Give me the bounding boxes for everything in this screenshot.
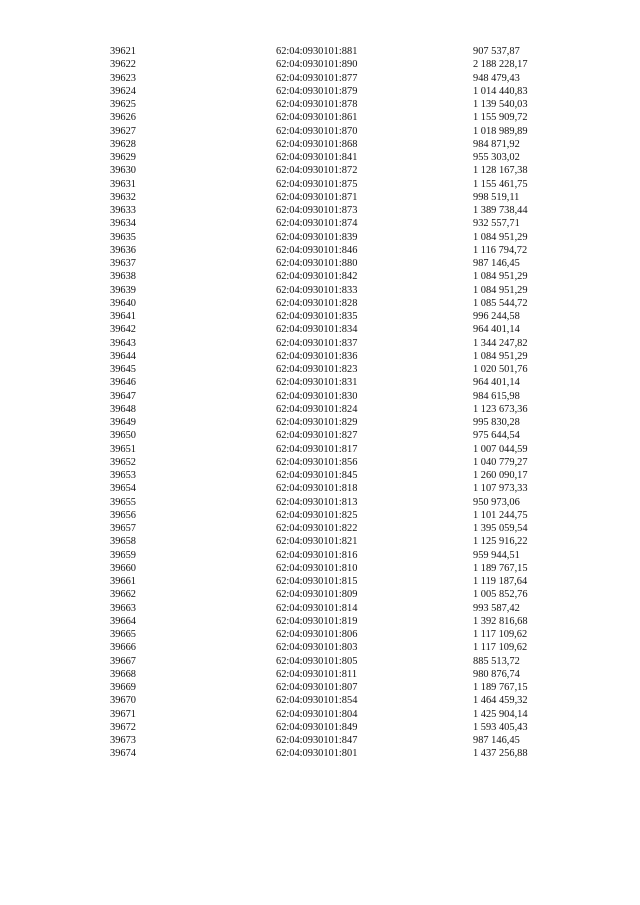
cadastral-value: 1 139 540,03 — [473, 99, 528, 110]
table-row — [0, 416, 640, 429]
cadastral-number: 62:04:0930101:868 — [276, 138, 358, 150]
cadastral-number: 62:04:0930101:801 — [276, 748, 358, 760]
row-number: 39673 — [110, 735, 136, 746]
cadastral-number: 62:04:0930101:825 — [276, 509, 358, 521]
row-number: 39623 — [110, 72, 136, 84]
cadastral-number: 62:04:0930101:845 — [276, 470, 358, 481]
cadastral-value: 907 537,87 — [473, 46, 520, 57]
cadastral-value: 1 084 951,29 — [473, 271, 528, 283]
table-row — [0, 125, 640, 138]
cadastral-number: 62:04:0930101:880 — [276, 258, 358, 269]
cadastral-value: 1 119 187,64 — [473, 576, 528, 587]
cadastral-value: 959 944,51 — [473, 549, 520, 561]
table-row — [0, 509, 640, 522]
cadastral-value: 996 244,58 — [473, 311, 520, 322]
cadastral-value: 1 155 909,72 — [473, 112, 528, 124]
cadastral-value: 1 117 109,62 — [473, 642, 528, 654]
row-number: 39642 — [110, 324, 136, 336]
cadastral-value: 964 401,14 — [473, 377, 520, 389]
cadastral-value: 993 587,42 — [473, 602, 520, 614]
cadastral-value: 1 395 059,54 — [473, 523, 528, 534]
cadastral-value: 1 107 973,33 — [473, 483, 528, 495]
cadastral-value: 1 084 951,29 — [473, 231, 528, 243]
row-number: 39669 — [110, 682, 136, 693]
cadastral-value: 1 593 405,43 — [473, 721, 528, 733]
table-row — [0, 615, 640, 628]
row-number: 39646 — [110, 377, 136, 389]
cadastral-value: 1 020 501,76 — [473, 364, 528, 375]
table-row — [0, 549, 640, 562]
row-number: 39664 — [110, 615, 136, 627]
row-number: 39637 — [110, 258, 136, 269]
cadastral-number: 62:04:0930101:870 — [276, 125, 358, 137]
table-row — [0, 58, 640, 71]
cadastral-value: 1 392 816,68 — [473, 615, 528, 627]
cadastral-number: 62:04:0930101:839 — [276, 231, 358, 243]
row-number: 39649 — [110, 417, 136, 428]
row-number: 39672 — [110, 721, 136, 733]
cadastral-value: 995 830,28 — [473, 417, 520, 428]
table-row — [0, 562, 640, 575]
row-number: 39663 — [110, 602, 136, 614]
row-number: 39639 — [110, 284, 136, 296]
table-row — [0, 244, 640, 257]
table-row — [0, 668, 640, 681]
row-number: 39668 — [110, 668, 136, 680]
table-row — [0, 535, 640, 548]
cadastral-number: 62:04:0930101:846 — [276, 244, 358, 256]
cadastral-number: 62:04:0930101:842 — [276, 271, 358, 283]
row-number: 39626 — [110, 112, 136, 124]
row-number: 39648 — [110, 403, 136, 415]
row-number: 39658 — [110, 536, 136, 548]
row-number: 39628 — [110, 138, 136, 150]
table-row — [0, 390, 640, 403]
cadastral-value: 1 040 779,27 — [473, 456, 528, 468]
table-row — [0, 456, 640, 469]
cadastral-number: 62:04:0930101:875 — [276, 178, 358, 190]
table-row — [0, 655, 640, 668]
cadastral-number: 62:04:0930101:803 — [276, 642, 358, 654]
cadastral-number: 62:04:0930101:815 — [276, 576, 358, 587]
row-number: 39645 — [110, 364, 136, 375]
cadastral-number: 62:04:0930101:878 — [276, 99, 358, 110]
row-number: 39653 — [110, 470, 136, 481]
cadastral-value: 1 085 544,72 — [473, 297, 528, 309]
table-row — [0, 191, 640, 204]
cadastral-value: 1 425 904,14 — [473, 708, 528, 720]
row-number: 39635 — [110, 231, 136, 243]
cadastral-number: 62:04:0930101:816 — [276, 549, 358, 561]
cadastral-number: 62:04:0930101:817 — [276, 443, 358, 455]
row-number: 39654 — [110, 483, 136, 495]
cadastral-number: 62:04:0930101:871 — [276, 191, 358, 203]
table-row — [0, 323, 640, 336]
table-row — [0, 721, 640, 734]
cadastral-number: 62:04:0930101:873 — [276, 205, 358, 216]
table-row — [0, 204, 640, 217]
table-row — [0, 482, 640, 495]
cadastral-value: 1 084 951,29 — [473, 350, 528, 362]
cadastral-number: 62:04:0930101:818 — [276, 483, 358, 495]
cadastral-number: 62:04:0930101:856 — [276, 456, 358, 468]
row-number: 39632 — [110, 191, 136, 203]
cadastral-value: 987 146,45 — [473, 735, 520, 746]
cadastral-value: 984 615,98 — [473, 390, 520, 402]
table-row — [0, 111, 640, 124]
cadastral-value: 955 303,02 — [473, 152, 520, 163]
table-row — [0, 72, 640, 85]
cadastral-number: 62:04:0930101:823 — [276, 364, 358, 375]
cadastral-value: 1 101 244,75 — [473, 509, 528, 521]
table-row — [0, 641, 640, 654]
cadastral-value: 950 973,06 — [473, 496, 520, 508]
table-row — [0, 429, 640, 442]
table-row — [0, 164, 640, 177]
cadastral-value: 1 437 256,88 — [473, 748, 528, 760]
row-number: 39671 — [110, 708, 136, 720]
cadastral-number: 62:04:0930101:827 — [276, 430, 358, 442]
row-number: 39621 — [110, 46, 136, 57]
cadastral-value: 1 155 461,75 — [473, 178, 528, 190]
table-row — [0, 297, 640, 310]
row-number: 39650 — [110, 430, 136, 442]
cadastral-number: 62:04:0930101:872 — [276, 165, 358, 177]
cadastral-number: 62:04:0930101:811 — [276, 668, 358, 680]
cadastral-value-table — [0, 45, 640, 761]
table-row — [0, 496, 640, 509]
cadastral-number: 62:04:0930101:809 — [276, 589, 358, 601]
cadastral-number: 62:04:0930101:836 — [276, 350, 358, 362]
cadastral-number: 62:04:0930101:821 — [276, 536, 358, 548]
cadastral-number: 62:04:0930101:824 — [276, 403, 358, 415]
table-row — [0, 522, 640, 535]
row-number: 39625 — [110, 99, 136, 110]
row-number: 39627 — [110, 125, 136, 137]
table-row — [0, 310, 640, 323]
cadastral-number: 62:04:0930101:890 — [276, 59, 358, 71]
table-row — [0, 178, 640, 191]
cadastral-number: 62:04:0930101:874 — [276, 218, 358, 230]
cadastral-number: 62:04:0930101:822 — [276, 523, 358, 534]
cadastral-value: 1 084 951,29 — [473, 284, 528, 296]
row-number: 39636 — [110, 244, 136, 256]
row-number: 39640 — [110, 297, 136, 309]
cadastral-number: 62:04:0930101:835 — [276, 311, 358, 322]
table-row — [0, 694, 640, 707]
cadastral-value: 1 116 794,72 — [473, 244, 528, 256]
row-number: 39644 — [110, 350, 136, 362]
row-number: 39631 — [110, 178, 136, 190]
table-row — [0, 231, 640, 244]
table-row — [0, 98, 640, 111]
row-number: 39638 — [110, 271, 136, 283]
row-number: 39667 — [110, 655, 136, 667]
cadastral-value: 1 117 109,62 — [473, 629, 528, 640]
row-number: 39659 — [110, 549, 136, 561]
cadastral-number: 62:04:0930101:841 — [276, 152, 358, 163]
cadastral-number: 62:04:0930101:831 — [276, 377, 358, 389]
row-number: 39634 — [110, 218, 136, 230]
table-row — [0, 681, 640, 694]
cadastral-value: 1 189 767,15 — [473, 682, 528, 693]
row-number: 39657 — [110, 523, 136, 534]
cadastral-number: 62:04:0930101:849 — [276, 721, 358, 733]
cadastral-number: 62:04:0930101:861 — [276, 112, 358, 124]
table-row — [0, 443, 640, 456]
cadastral-value: 948 479,43 — [473, 72, 520, 84]
cadastral-value: 984 871,92 — [473, 138, 520, 150]
row-number: 39629 — [110, 152, 136, 163]
row-number: 39643 — [110, 337, 136, 349]
cadastral-value: 1 018 989,89 — [473, 125, 528, 137]
cadastral-value: 1 014 440,83 — [473, 85, 528, 97]
cadastral-value: 1 005 852,76 — [473, 589, 528, 601]
row-number: 39622 — [110, 59, 136, 71]
row-number: 39652 — [110, 456, 136, 468]
row-number: 39660 — [110, 562, 136, 574]
table-row — [0, 628, 640, 641]
table-row — [0, 85, 640, 98]
row-number: 39674 — [110, 748, 136, 760]
cadastral-value: 1 344 247,82 — [473, 337, 528, 349]
cadastral-number: 62:04:0930101:881 — [276, 46, 358, 57]
table-row — [0, 575, 640, 588]
cadastral-value: 964 401,14 — [473, 324, 520, 336]
table-row — [0, 376, 640, 389]
row-number: 39655 — [110, 496, 136, 508]
cadastral-value: 980 876,74 — [473, 668, 520, 680]
cadastral-value: 1 464 459,32 — [473, 695, 528, 707]
cadastral-number: 62:04:0930101:807 — [276, 682, 358, 693]
cadastral-value: 932 557,71 — [473, 218, 520, 230]
cadastral-number: 62:04:0930101:805 — [276, 655, 358, 667]
table-row — [0, 588, 640, 601]
table-row — [0, 151, 640, 164]
cadastral-value: 1 007 044,59 — [473, 443, 528, 455]
cadastral-number: 62:04:0930101:854 — [276, 695, 358, 707]
table-row — [0, 469, 640, 482]
cadastral-number: 62:04:0930101:829 — [276, 417, 358, 428]
table-row — [0, 284, 640, 297]
table-row — [0, 45, 640, 58]
cadastral-number: 62:04:0930101:834 — [276, 324, 358, 336]
row-number: 39647 — [110, 390, 136, 402]
cadastral-value: 1 189 767,15 — [473, 562, 528, 574]
cadastral-value: 885 513,72 — [473, 655, 520, 667]
table-row — [0, 337, 640, 350]
row-number: 39656 — [110, 509, 136, 521]
cadastral-number: 62:04:0930101:810 — [276, 562, 358, 574]
cadastral-value: 998 519,11 — [473, 191, 520, 203]
cadastral-value: 2 188 228,17 — [473, 59, 528, 71]
cadastral-value: 1 260 090,17 — [473, 470, 528, 481]
row-number: 39670 — [110, 695, 136, 707]
cadastral-number: 62:04:0930101:879 — [276, 85, 358, 97]
cadastral-number: 62:04:0930101:837 — [276, 337, 358, 349]
table-row — [0, 403, 640, 416]
row-number: 39661 — [110, 576, 136, 587]
row-number: 39665 — [110, 629, 136, 640]
row-number: 39666 — [110, 642, 136, 654]
cadastral-number: 62:04:0930101:833 — [276, 284, 358, 296]
cadastral-value: 1 125 916,22 — [473, 536, 528, 548]
table-row — [0, 747, 640, 760]
row-number: 39624 — [110, 85, 136, 97]
table-row — [0, 602, 640, 615]
cadastral-value: 1 123 673,36 — [473, 403, 528, 415]
table-row — [0, 734, 640, 747]
table-row — [0, 270, 640, 283]
table-row — [0, 217, 640, 230]
cadastral-number: 62:04:0930101:828 — [276, 297, 358, 309]
cadastral-value: 975 644,54 — [473, 430, 520, 442]
cadastral-number: 62:04:0930101:877 — [276, 72, 358, 84]
cadastral-value: 1 389 738,44 — [473, 205, 528, 216]
cadastral-number: 62:04:0930101:847 — [276, 735, 358, 746]
table-row — [0, 350, 640, 363]
row-number: 39651 — [110, 443, 136, 455]
cadastral-value: 1 128 167,38 — [473, 165, 528, 177]
cadastral-number: 62:04:0930101:804 — [276, 708, 358, 720]
row-number: 39630 — [110, 165, 136, 177]
cadastral-number: 62:04:0930101:806 — [276, 629, 358, 640]
cadastral-number: 62:04:0930101:830 — [276, 390, 358, 402]
row-number: 39633 — [110, 205, 136, 216]
cadastral-value: 987 146,45 — [473, 258, 520, 269]
table-row — [0, 257, 640, 270]
row-number: 39662 — [110, 589, 136, 601]
cadastral-number: 62:04:0930101:819 — [276, 615, 358, 627]
table-row — [0, 708, 640, 721]
cadastral-number: 62:04:0930101:814 — [276, 602, 358, 614]
table-row — [0, 363, 640, 376]
row-number: 39641 — [110, 311, 136, 322]
table-row — [0, 138, 640, 151]
cadastral-number: 62:04:0930101:813 — [276, 496, 358, 508]
